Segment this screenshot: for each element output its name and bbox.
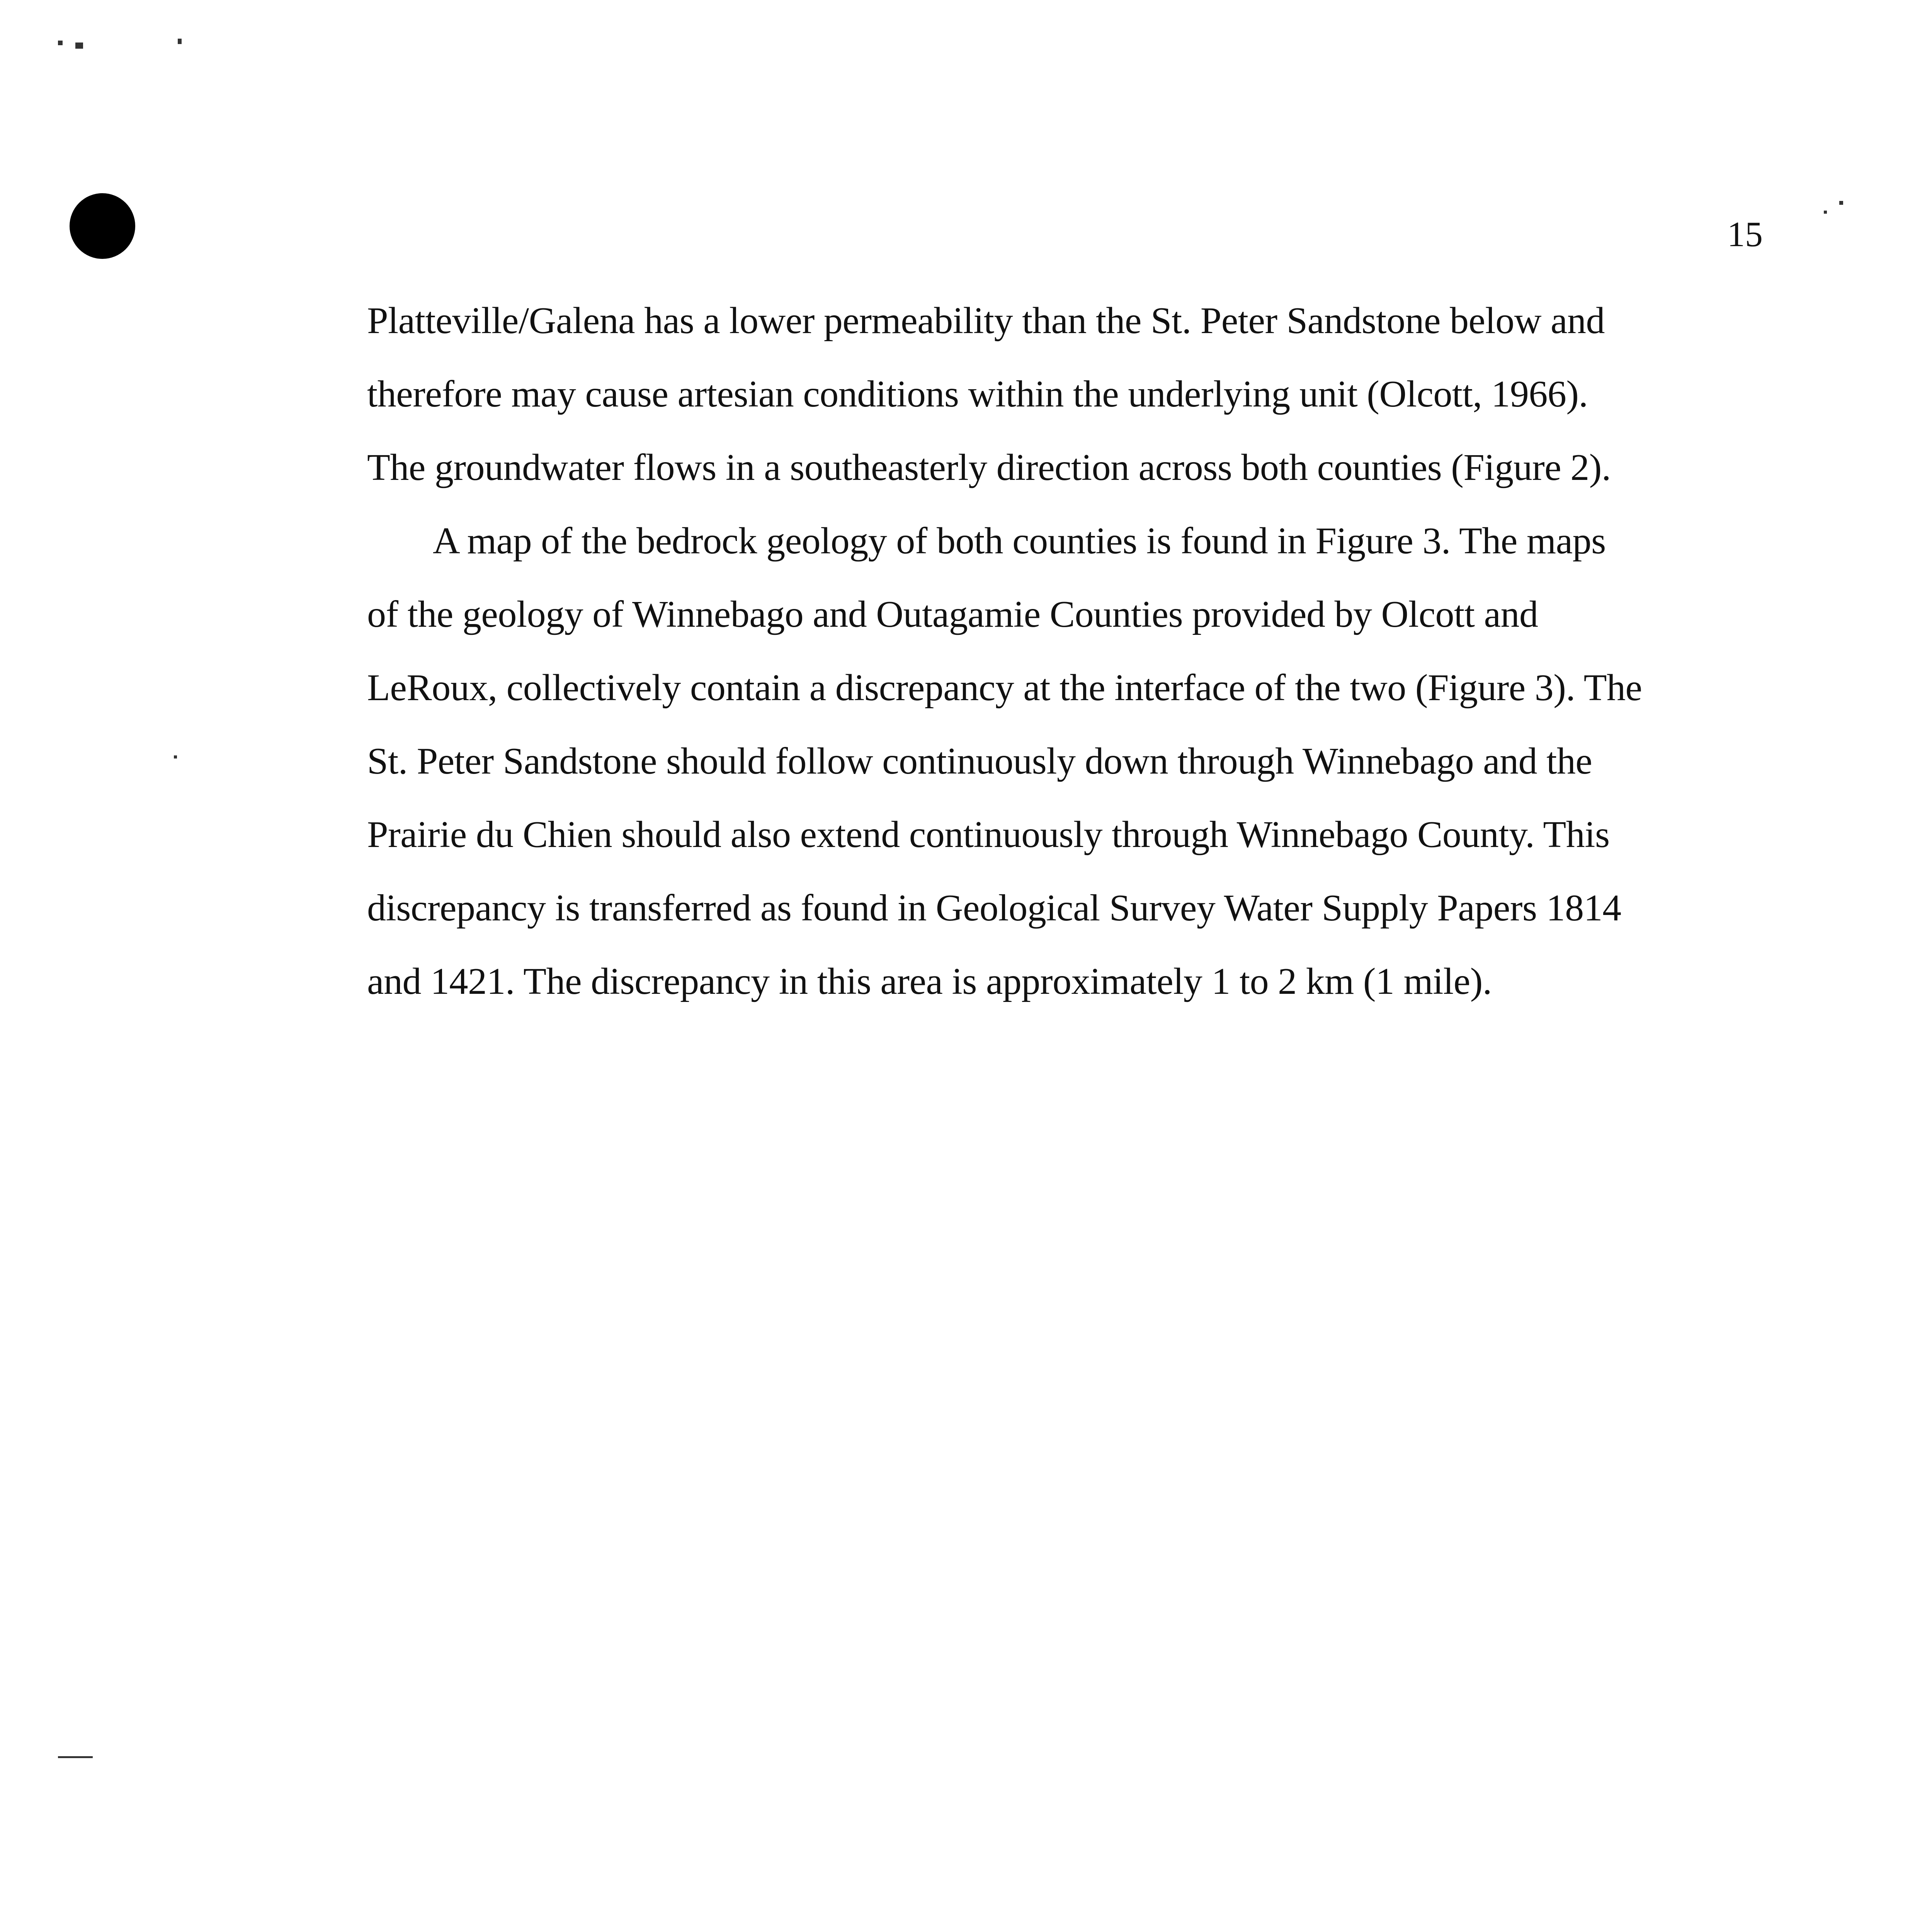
body-text — [367, 284, 1781, 1018]
text-line: LeRoux, collectively contain a discrepancy at the interface of the two (Figure 3). The — [367, 667, 1642, 709]
text-line: and 1421. The discrepancy in this area is approximately 1 to 2 km (1 mile). — [367, 961, 1492, 1002]
scan-speck — [178, 39, 182, 44]
text-line: of the geology of Winnebago and Outagamie Counties provided by Olcott and — [367, 594, 1538, 635]
text-line: therefore may cause artesian conditions within the underlying unit (Olcott, 1966). — [367, 373, 1588, 415]
scan-speck — [174, 755, 177, 759]
scan-speck — [1839, 201, 1843, 205]
punch-hole-top — [70, 193, 135, 259]
text-line: The groundwater flows in a southeasterly direction across both counties (Figure 2). — [367, 447, 1611, 488]
paragraph-1 — [367, 284, 1781, 504]
scan-speck — [58, 41, 63, 45]
text-line: discrepancy is transferred as found in Geological Survey Water Supply Papers 1814 — [367, 887, 1621, 929]
page-number: 15 — [1727, 214, 1763, 254]
text-line: Prairie du Chien should also extend continuously through Winnebago County. This — [367, 814, 1610, 855]
text-line: Platteville/Galena has a lower permeability than the St. Peter Sandstone below and — [367, 300, 1605, 342]
paragraph-2 — [367, 504, 1781, 1018]
scan-speck — [58, 1756, 93, 1758]
text-line: A map of the bedrock geology of both counties is found in Figure 3. The maps — [433, 520, 1606, 562]
scan-speck — [75, 43, 83, 49]
text-line: St. Peter Sandstone should follow continuously down through Winnebago and the — [367, 740, 1592, 782]
scan-speck — [1824, 211, 1827, 214]
